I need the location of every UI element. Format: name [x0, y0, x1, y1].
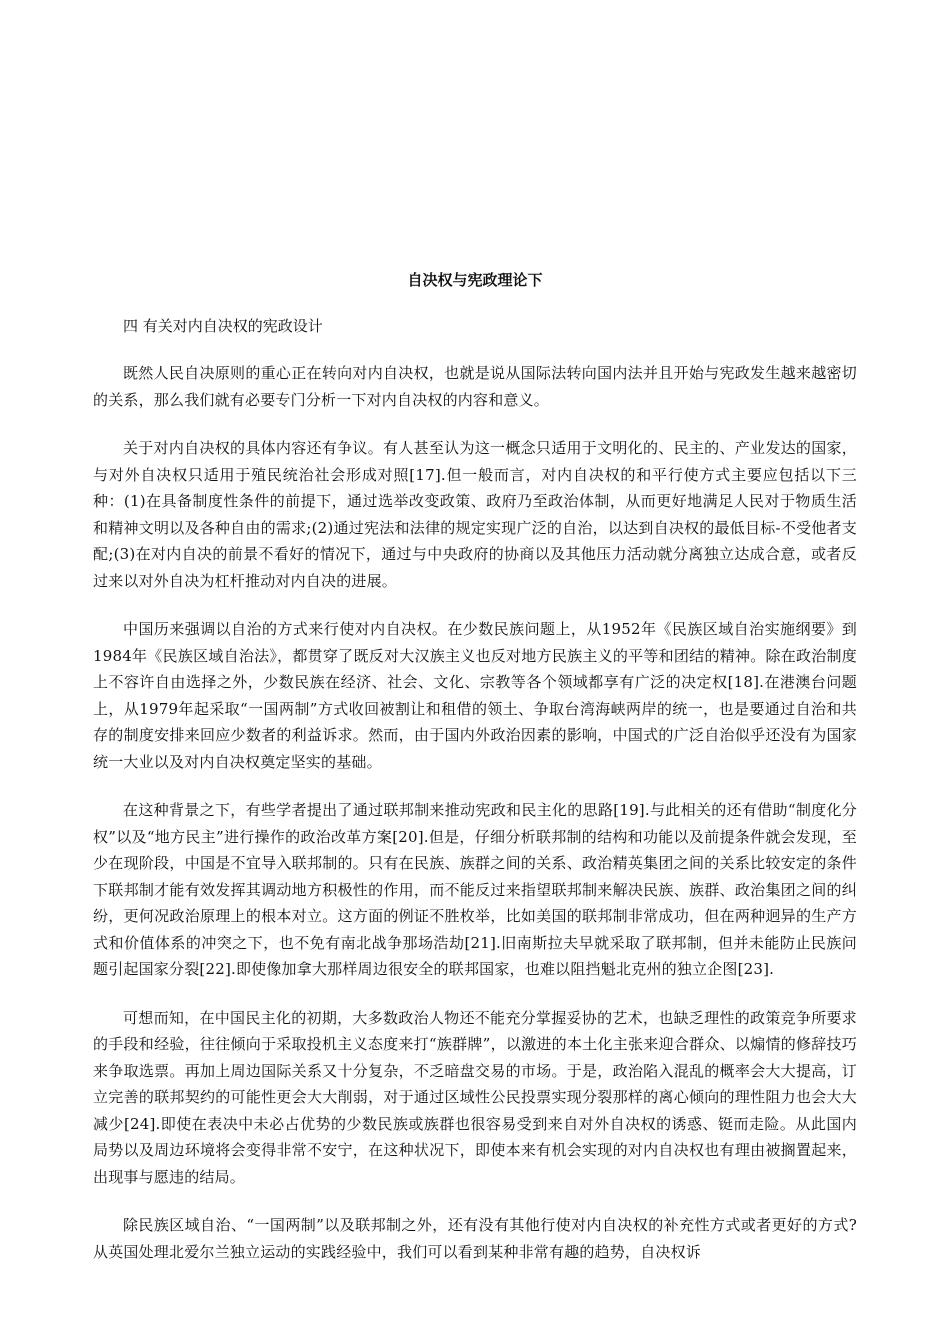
document-title: 自决权与宪政理论下	[407, 271, 543, 289]
paragraph-3: 中国历来强调以自治的方式来行使对内自决权。在少数民族问题上，从1952年《民族区域自治实施纲要》到1984年《民族区域自治法》，都贯穿了既反对大汉族主义也反对地方民族主义的平等和团结的精神。除在政治制度上不容许自由选择之外，少数民族在经济、社会、文化、宗教等各个领域都享有广泛的决定权[18].在港澳台问题上，从1979年起采取“一国两制”方式收回被割让和租借的领土、争取台湾海峡两岸的统一，也是要通过自治和共存的制度安排来回应少数者的利益诉求。然而，由于国内外政治因素的影响，中国式的广泛自治似乎还没有为国家统一大业以及对内自决权奠定坚实的基础。	[93, 620, 857, 771]
section-heading: 四 有关对内自决权的宪政设计	[123, 317, 323, 335]
paragraph-4: 在这种背景之下，有些学者提出了通过联邦制来推动宪政和民主化的思路[19].与此相关的还有借助“制度化分权”以及“地方民主”进行操作的政治改革方案[20].但是，仔细分析联邦制的结构和功能以及前提条件就会发现，至少在现阶段，中国是不宜导入联邦制的。只有在民族、族群之间的关系、政治精英集团之间的关系比较安定的条件下联邦制才能有效发挥其调动地方积极性的作用，而不能反过来指望联邦制来解决民族、族群、政治集团之间的纠纷，更何况政治原理上的根本对立。这方面的例证不胜枚举，比如美国的联邦制非常成功，但在两种迥异的生产方式和价值体系的冲突之下，也不免有南北战争那场浩劫[21].旧南斯拉夫早就采取了联邦制，但并未能防止民族问题引起国家分裂[22].即使像加拿大那样周边很安全的联邦国家，也难以阻挡魁北克州的独立企图[23].	[93, 801, 857, 978]
paragraph-6: 除民族区域自治、“一国两制”以及联邦制之外，还有没有其他行使对内自决权的补充性方式或者更好的方式?从英国处理北爱尔兰独立运动的实践经验中，我们可以看到某种非常有趣的趋势，自决权诉	[93, 1216, 857, 1261]
paragraph-1: 既然人民自决原则的重心正在转向对内自决权，也就是说从国际法转向国内法并且开始与宪政发生越来越密切的关系，那么我们就有必要专门分析一下对内自决权的内容和意义。	[93, 364, 857, 409]
document-page	[93, 268, 857, 1287]
paragraph-5: 可想而知，在中国民主化的初期，大多数政治人物还不能充分掌握妥协的艺术，也缺乏理性的政策竞争所要求的手段和经验，往往倾向于采取投机主义态度来打“族群牌”，以激进的本土化主张来迎合群众、以煽情的修辞技巧来争取选票。再加上周边国际关系又十分复杂，不乏暗盘交易的市场。于是，政治陷入混乱的概率会大大提高，订立完善的联邦契约的可能性更会大大削弱，对于通过区域性公民投票实现分裂那样的离心倾向的理性阻力也会大大减少[24].即使在表决中未必占优势的少数民族或族群也很容易受到来自对外自决权的诱惑、铤而走险。从此国内局势以及周边环境将会变得非常不安宁，在这种状况下，即使本来有机会实现的对内自决权也有理由被搁置起来，出现事与愿违的结局。	[93, 1008, 857, 1186]
paragraph-2: 关于对内自决权的具体内容还有争议。有人甚至认为这一概念只适用于文明化的、民主的、产业发达的国家，与对外自决权只适用于殖民统治社会形成对照[17].但一般而言，对内自决权的和平行使方式主要应包括以下三种：(1)在具备制度性条件的前提下，通过选举改变政策、政府乃至政治体制，从而更好地满足人民对于物质生活和精神文明以及各种自由的需求;(2)通过宪法和法律的规定实现广泛的自治，以达到自决权的最低目标-不受他者支配;(3)在对内自决的前景不看好的情况下，通过与中央政府的协商以及其他压力活动就分离独立达成合意，或者反过来以对外自决为杠杆推动对内自决的进展。	[93, 439, 857, 590]
